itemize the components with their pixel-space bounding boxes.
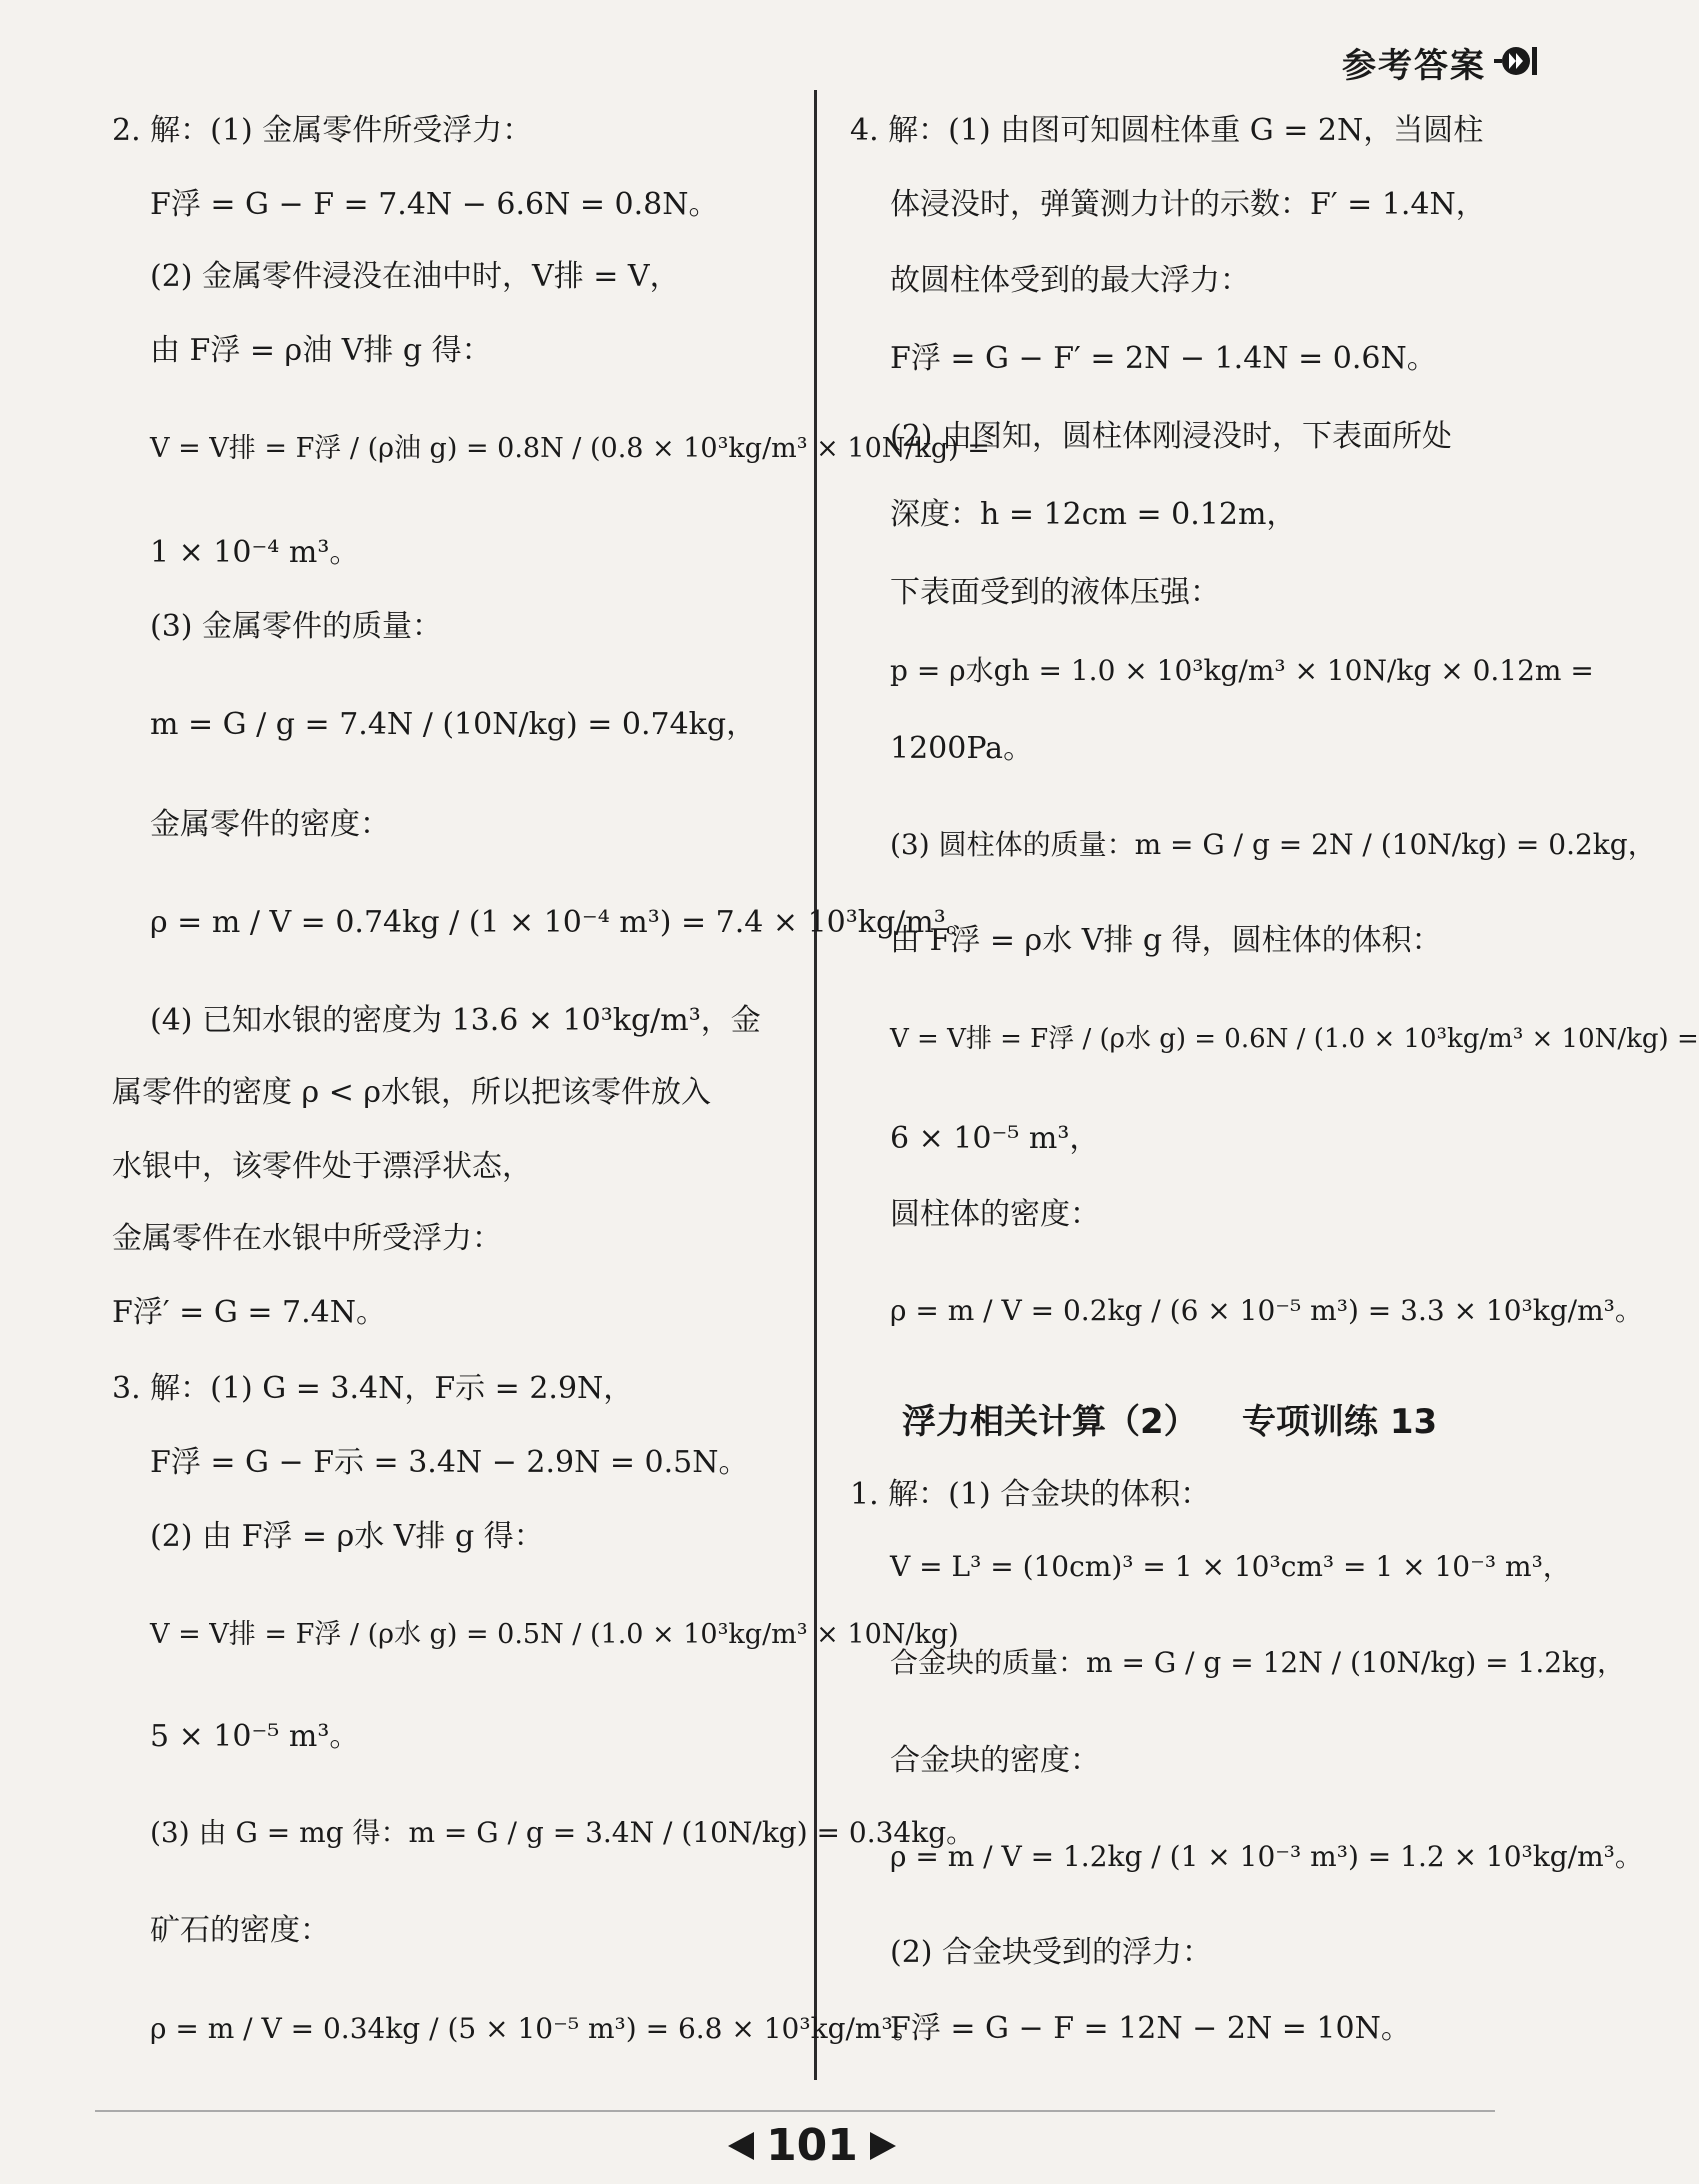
answer-line: ρ = m / V = 1.2kg / (1 × 10⁻³ m³) = 1.2 × 10³kg/m³。 — [890, 1840, 1643, 1873]
answer-line: 深度：h = 12cm = 0.12m， — [890, 497, 1297, 532]
answer-line: 1200Pa。 — [890, 731, 1034, 766]
answer-line: ρ = m / V = 0.2kg / (6 × 10⁻⁵ m³) = 3.3 × 10³kg/m³。 — [890, 1294, 1643, 1327]
answer-line: 合金块的质量：m = G / g = 12N / (10N/kg) = 1.2kg， — [890, 1646, 1625, 1679]
answer-line: (2) 合金块受到的浮力： — [890, 1935, 1213, 1970]
answer-line: 下表面受到的液体压强： — [890, 575, 1220, 610]
answer-line: 1. 解：(1) 合金块的体积： — [850, 1477, 1211, 1512]
answer-line: (2) 由 F浮 = ρ水 V排 g 得： — [150, 1519, 544, 1554]
answer-line: V = V排 = F浮 / (ρ油 g) = 0.8N / (0.8 × 10³kg/m³ × 10N/kg) = — [150, 433, 990, 464]
answer-line: ρ = m / V = 0.74kg / (1 × 10⁻⁴ m³) = 7.4 × 10³kg/m³。 — [150, 905, 976, 940]
answer-line: p = ρ水gh = 1.0 × 10³kg/m³ × 10N/kg × 0.12m = — [890, 654, 1594, 687]
answer-line: (3) 金属零件的质量： — [150, 609, 443, 644]
answer-line: (3) 由 G = mg 得：m = G / g = 3.4N / (10N/kg) = 0.34kg。 — [150, 1816, 975, 1849]
next-arrow-icon — [1494, 44, 1538, 78]
answer-line: 由 F浮 = ρ油 V排 g 得： — [150, 333, 492, 368]
answer-line: (2) 金属零件浸没在油中时，V排 = V， — [150, 259, 680, 294]
answer-line: 属零件的密度 ρ < ρ水银，所以把该零件放入 — [112, 1075, 712, 1110]
answer-line: 圆柱体的密度： — [890, 1197, 1100, 1232]
answer-line: 5 × 10⁻⁵ m³。 — [150, 1719, 360, 1754]
answer-line: 故圆柱体受到的最大浮力： — [890, 263, 1250, 298]
answer-line: 1 × 10⁻⁴ m³。 — [150, 535, 360, 570]
answer-line: 金属零件在水银中所受浮力： — [112, 1221, 502, 1256]
answer-line: 2. 解：(1) 金属零件所受浮力： — [112, 113, 533, 148]
answer-line: 体浸没时，弹簧测力计的示数：F′ = 1.4N， — [890, 187, 1486, 222]
answer-line: 金属零件的密度： — [150, 807, 390, 842]
answer-line: V = V排 = F浮 / (ρ水 g) = 0.6N / (1.0 × 10³kg/m³ × 10N/kg) = — [890, 1024, 1699, 1054]
page-number: 101 — [766, 2120, 858, 2171]
prev-page-icon[interactable] — [728, 2132, 754, 2160]
answer-line: (3) 圆柱体的质量：m = G / g = 2N / (10N/kg) = 0.2kg， — [890, 828, 1656, 861]
answer-line: 6 × 10⁻⁵ m³， — [890, 1121, 1100, 1156]
answer-line: V = L³ = (10cm)³ = 1 × 10³cm³ = 1 × 10⁻³ m³， — [890, 1550, 1571, 1583]
next-page-icon[interactable] — [870, 2132, 896, 2160]
answer-line: (4) 已知水银的密度为 13.6 × 10³kg/m³，金 — [150, 1003, 761, 1038]
answer-line: F浮′ = G = 7.4N。 — [112, 1295, 386, 1330]
answer-line: 矿石的密度： — [150, 1913, 330, 1948]
answer-line: V = V排 = F浮 / (ρ水 g) = 0.5N / (1.0 × 10³kg/m³ × 10N/kg) — [150, 1619, 959, 1650]
answer-line: ρ = m / V = 0.34kg / (5 × 10⁻⁵ m³) = 6.8 × 10³kg/m³。 — [150, 2012, 921, 2045]
header-title: 参考答案 — [1342, 46, 1486, 86]
answer-line: F浮 = G − F = 7.4N − 6.6N = 0.8N。 — [150, 187, 719, 222]
answer-line: 4. 解：(1) 由图可知圆柱体重 G = 2N，当圆柱 — [850, 113, 1484, 148]
section-title: 浮力相关计算（2） — [902, 1402, 1198, 1442]
column-divider — [814, 90, 817, 2080]
answer-line: (2) 由图知，圆柱体刚浸没时，下表面所处 — [890, 419, 1453, 454]
answer-line: 合金块的密度： — [890, 1743, 1100, 1778]
answer-line: 由 F浮 = ρ水 V排 g 得，圆柱体的体积： — [890, 923, 1442, 958]
answer-line: 3. 解：(1) G = 3.4N，F示 = 2.9N， — [112, 1371, 634, 1406]
answer-line: F浮 = G − F = 12N − 2N = 10N。 — [890, 2011, 1411, 2046]
answer-line: 水银中，该零件处于漂浮状态， — [112, 1149, 532, 1184]
section-subtitle: 专项训练 13 — [1242, 1402, 1438, 1442]
answer-line: F浮 = G − F′ = 2N − 1.4N = 0.6N。 — [890, 341, 1437, 376]
footer-rule — [95, 2110, 1495, 2112]
answer-line: F浮 = G − F示 = 3.4N − 2.9N = 0.5N。 — [150, 1445, 749, 1480]
answer-line: m = G / g = 7.4N / (10N/kg) = 0.74kg， — [150, 707, 757, 742]
